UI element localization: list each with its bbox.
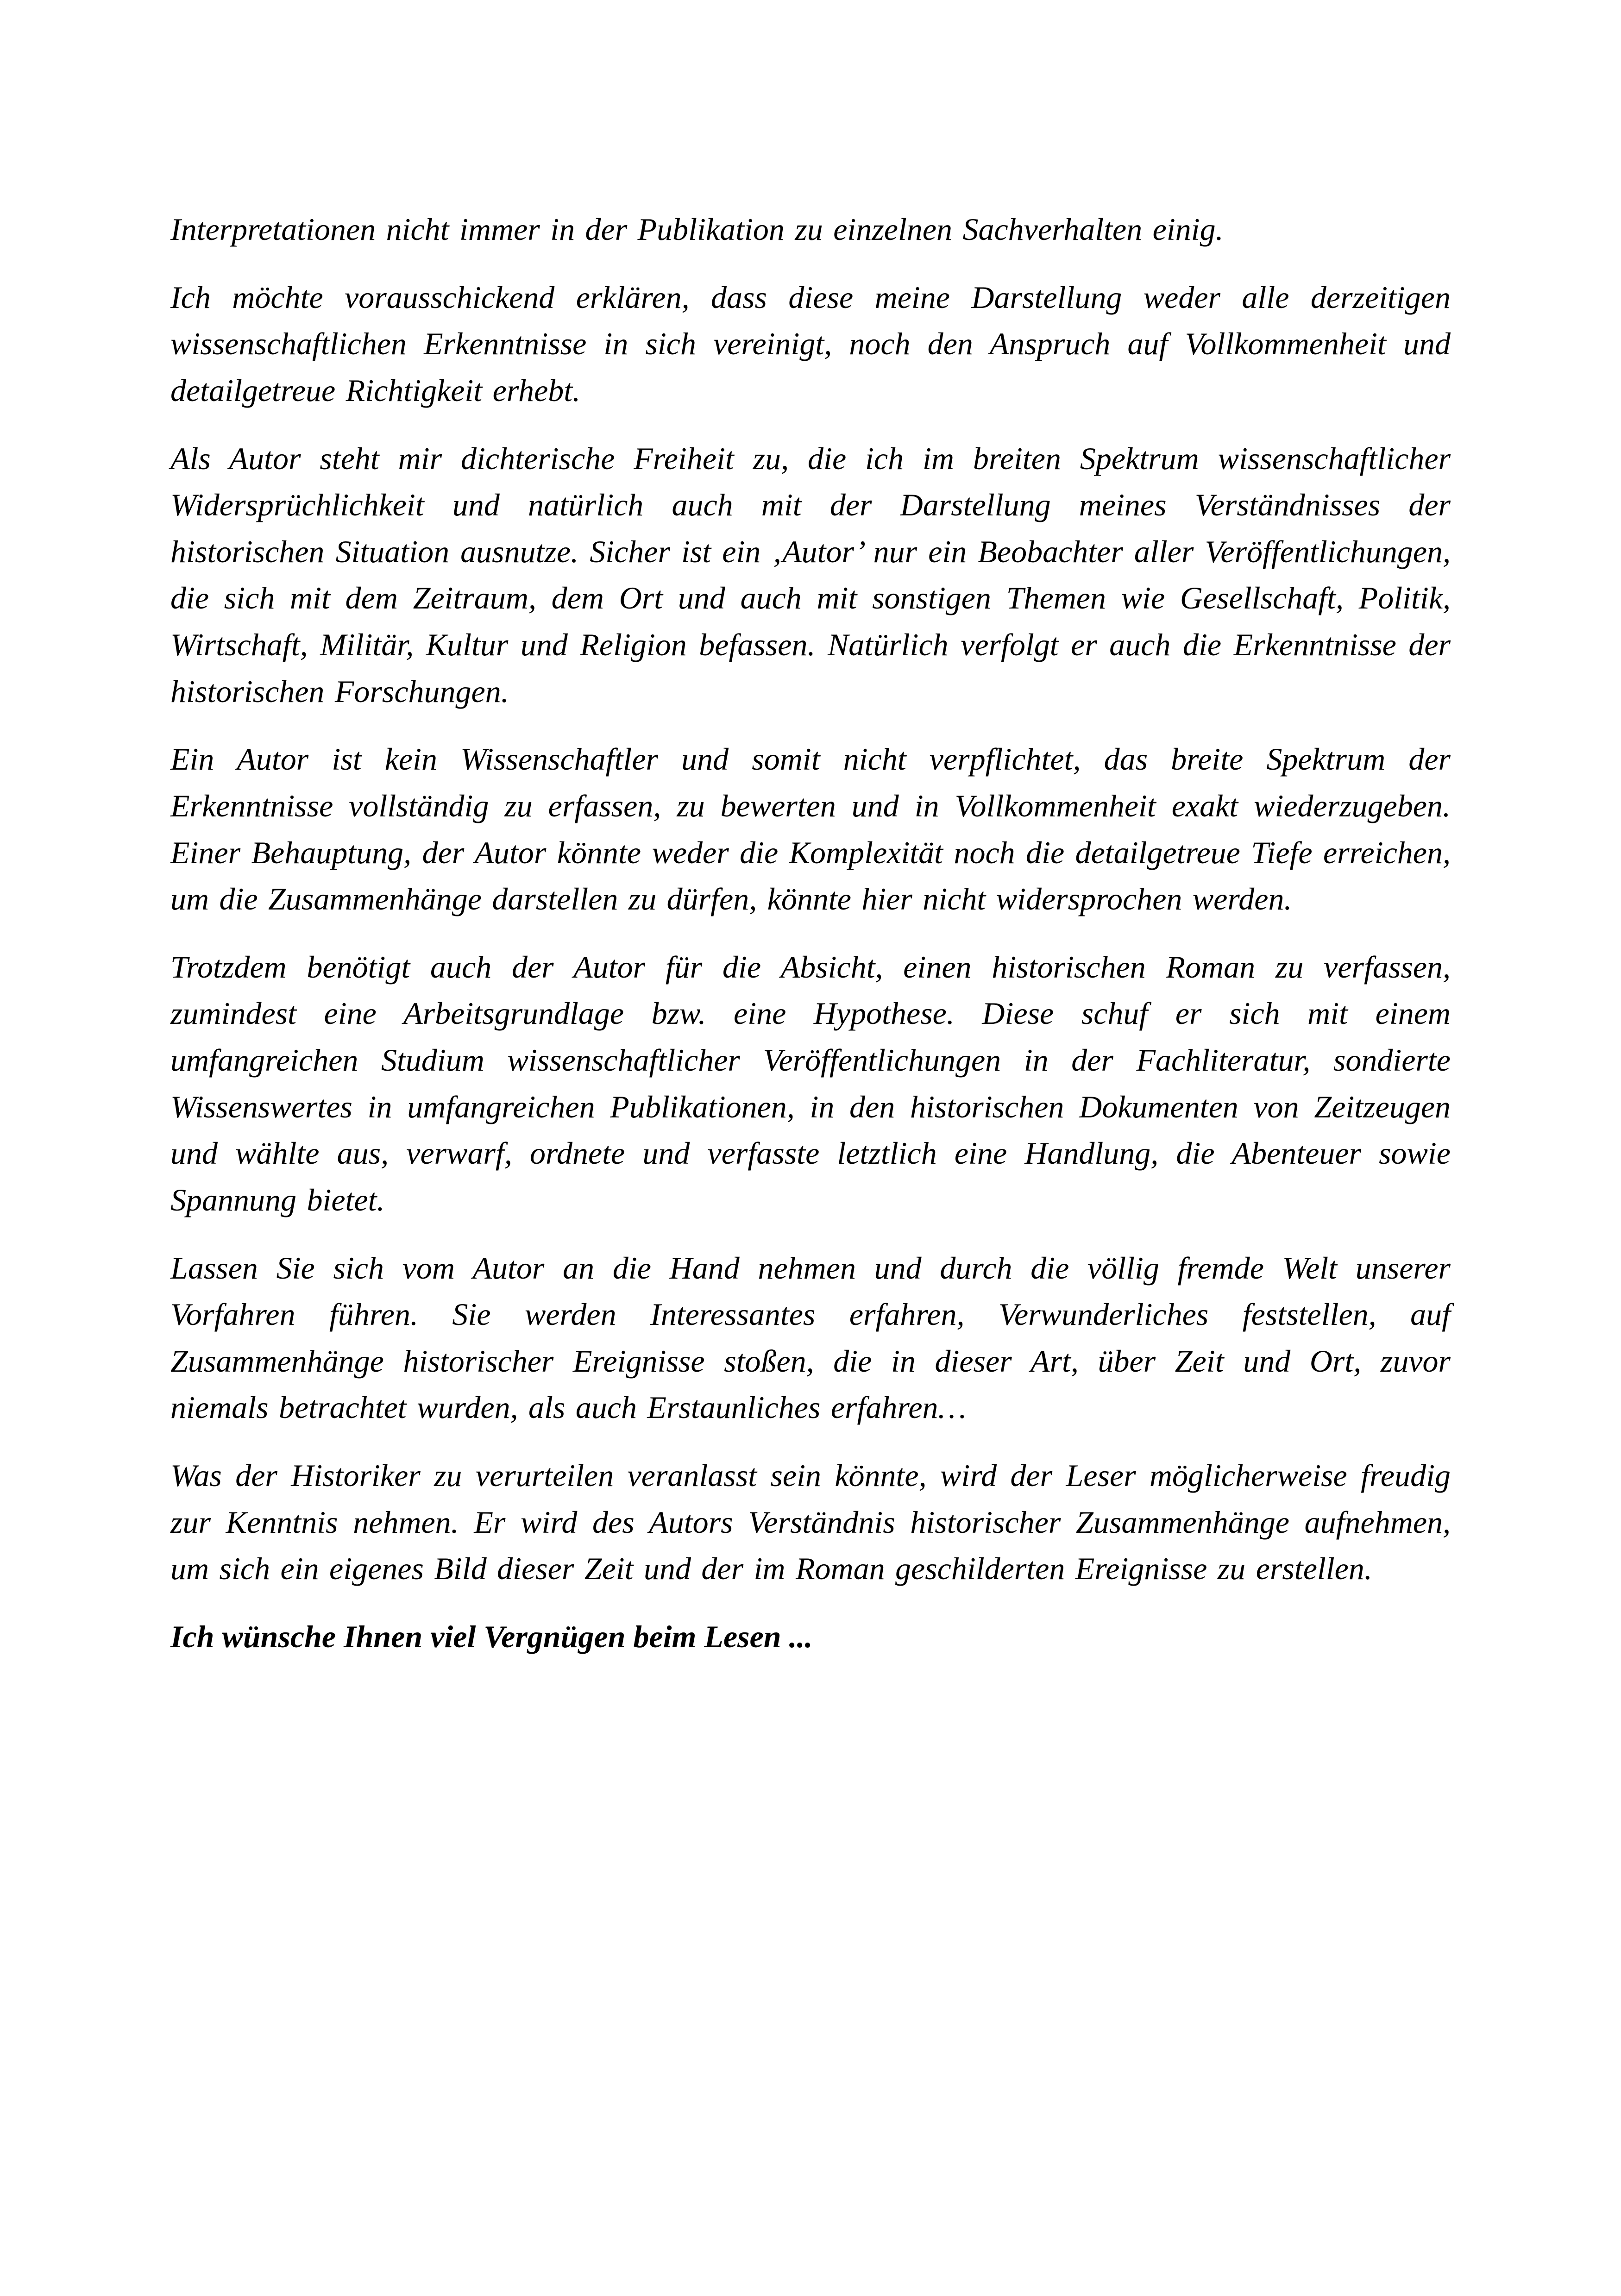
paragraph: Was der Historiker zu verurteilen veranlasst sein könnte, wird der Leser möglicherweise freudig zur Kenntnis nehmen. Er wird des Autors Verständnis historischer Zusammenhänge aufnehmen, um sich ein eigenes Bild dieser Zeit und der im Roman geschilderten Ereignisse zu erstellen. (170, 1458, 1451, 1587)
paragraph: Ich möchte vorausschickend erklären, dass diese meine Darstellung weder alle derzeitigen wissenschaftlichen Erkenntnisse in sich vereinigt, noch den Anspruch auf Vollkommenheit und detailgetreue Richtigkeit erhebt. (170, 279, 1451, 408)
paragraph: Ein Autor ist kein Wissenschaftler und somit nicht verpflichtet, das breite Spektrum der Erkenntnisse vollständig zu erfassen, zu bewerten und in Vollkommenheit exakt wiederzugeben. Einer Behauptung, der Autor könnte weder die Komplexität noch die detailgetreue Tiefe erreichen, um die Zusammenhänge darstellen zu dürfen, könnte hier nicht widersprochen werden. (170, 741, 1451, 917)
paragraph: Als Autor steht mir dichterische Freiheit zu, die ich im breiten Spektrum wissenschaftlicher Widersprüchlichkeit und natürlich auch mit der Darstellung meines Verständnisses der historischen Situation ausnutze. Sicher ist ein ‚Autor’ nur ein Beobachter aller Veröffentlichungen, die sich mit dem Zeitraum, dem Ort und auch mit sonstigen Themen wie Gesellschaft, Politik, Wirtschaft, Militär, Kultur und Religion befassen. Natürlich verfolgt er auch die Erkenntnisse der historischen Forschungen. (170, 440, 1451, 709)
closing-line: Ich wünsche Ihnen viel Vergnügen beim Lesen ... (170, 1618, 813, 1654)
paragraph: Interpretationen nicht immer in der Publikation zu einzelnen Sachverhalten einig. (170, 212, 1224, 247)
paragraph: Lassen Sie sich vom Autor an die Hand nehmen und durch die völlig fremde Welt unserer Vorfahren führen. Sie werden Interessantes erfahren, Verwunderliches feststellen, auf Zusammenhänge historischer Ereignisse stoßen, die in dieser Art, über Zeit und Ort, zuvor niemals betrachtet wurden, als auch Erstaunliches erfahren… (170, 1250, 1451, 1425)
paragraph: Trotzdem benötigt auch der Autor für die Absicht, einen historischen Roman zu verfassen, zumindest eine Arbeitsgrundlage bzw. eine Hypothese. Diese schuf er sich mit einem umfangreichen Studium wissenschaftlicher Veröffentlichungen in der Fachliteratur, sondierte Wissenswertes in umfangreichen Publikationen, in den historischen Dokumenten von Zeitzeugen und wählte aus, verwarf, ordnete und verfasste letztlich eine Handlung, die Abenteuer sowie Spannung bietet. (170, 949, 1451, 1217)
